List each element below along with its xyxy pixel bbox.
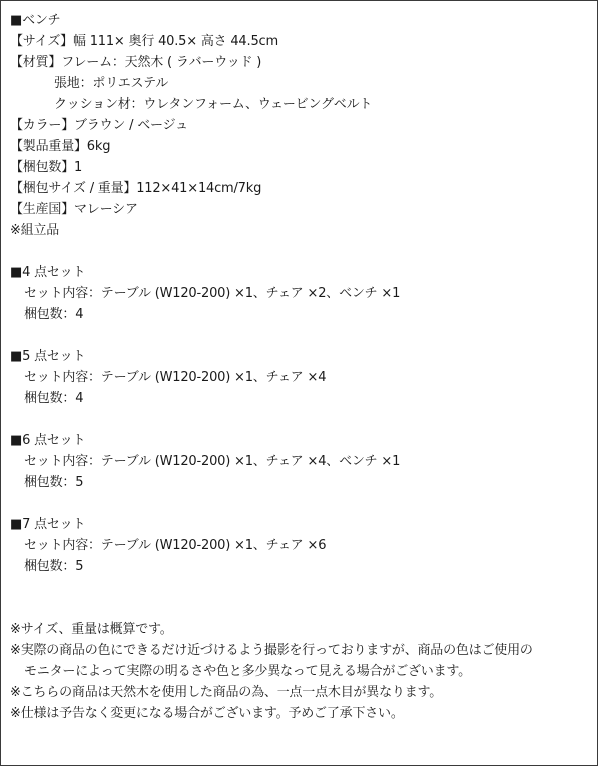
- set-contents: セット内容：テーブル (W120-200) ×1、チェア ×4: [24, 370, 327, 385]
- set-packages: 梱包数：5: [24, 475, 84, 490]
- bench-package-size: 【梱包サイズ / 重量】112×41×14cm/7kg: [10, 181, 262, 196]
- notes: [10, 619, 592, 724]
- set-6: [10, 430, 592, 493]
- spec-sheet: [10, 10, 592, 724]
- set-packages: 梱包数：5: [24, 559, 84, 574]
- bench-material: 【材質】フレーム：天然木 ( ラバーウッド ): [10, 55, 262, 70]
- bench-color: 【カラー】ブラウン / ベージュ: [10, 118, 188, 133]
- bench-weight: 【製品重量】6kg: [10, 139, 111, 154]
- bench-heading: ■ベンチ: [10, 13, 61, 28]
- set-heading: ■4 点セット: [10, 265, 86, 280]
- set-packages: 梱包数：4: [24, 391, 84, 406]
- bench-assembly-note: ※組立品: [10, 223, 60, 238]
- note-color-line-2: モニターによって実際の明るさや色と多少異なって見える場合がございます。: [24, 664, 471, 679]
- note-spec-change: ※仕様は予告なく変更になる場合がございます。予めご了承下さい。: [10, 706, 404, 721]
- note-color-line-1: ※実際の商品の色にできるだけ近づけるよう撮影を行っておりますが、商品の色はご使用の: [10, 643, 533, 658]
- bench-packages: 【梱包数】1: [10, 160, 83, 175]
- note-wood-grain: ※こちらの商品は天然木を使用した商品の為、一点一点木目が異なります。: [10, 685, 443, 700]
- bench-cushion: クッション材：ウレタンフォーム、ウェービングベルト: [54, 97, 373, 112]
- set-7: [10, 514, 592, 577]
- set-heading: ■6 点セット: [10, 433, 86, 448]
- set-4: [10, 262, 592, 325]
- set-packages: 梱包数：4: [24, 307, 84, 322]
- bench-upholstery: 張地：ポリエステル: [54, 76, 169, 91]
- set-contents: セット内容：テーブル (W120-200) ×1、チェア ×4、ベンチ ×1: [24, 454, 401, 469]
- set-5: [10, 346, 592, 409]
- set-contents: セット内容：テーブル (W120-200) ×1、チェア ×2、ベンチ ×1: [24, 286, 401, 301]
- bench-size: 【サイズ】幅 111× 奥行 40.5× 高さ 44.5cm: [10, 34, 278, 49]
- note-approximate: ※サイズ、重量は概算です。: [10, 622, 173, 637]
- set-heading: ■5 点セット: [10, 349, 86, 364]
- set-contents: セット内容：テーブル (W120-200) ×1、チェア ×6: [24, 538, 327, 553]
- set-heading: ■7 点セット: [10, 517, 86, 532]
- bench-origin: 【生産国】マレーシア: [10, 202, 138, 217]
